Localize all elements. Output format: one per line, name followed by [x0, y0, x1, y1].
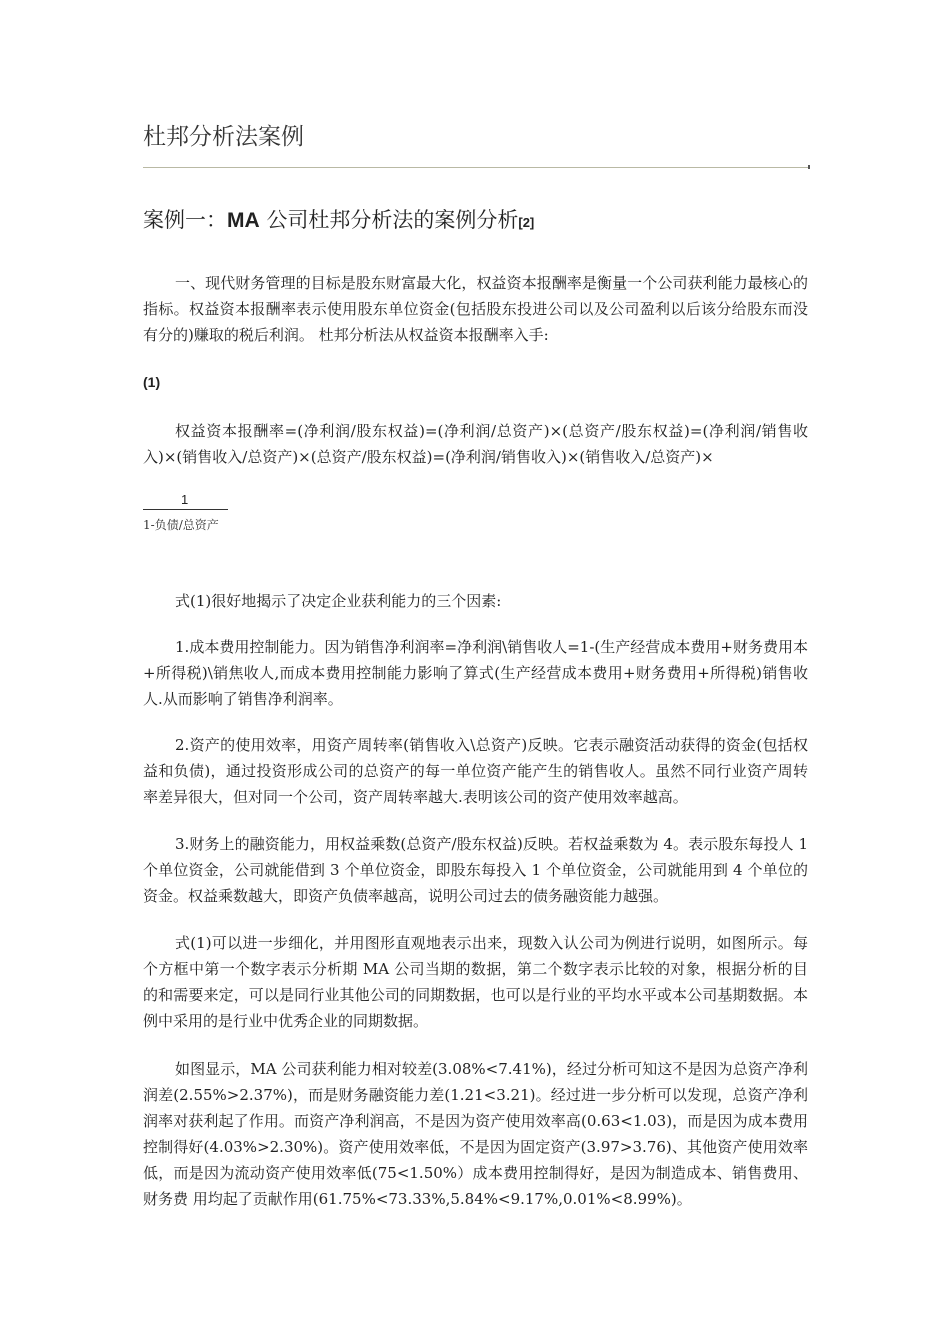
case-heading — [143, 204, 534, 234]
factor-3-paragraph: 3.财务上的融资能力，用权益乘数(总资产/股东权益)反映。若权益乘数为 4。表示股东每投人 1 个单位资金，公司就能借到 3 个单位资金，即股东每投入 1 个单位资金，公司就能用到 4 个单位的资金。权益乘数越大，即资产负债率越高，说明公司过去的债务融资能力越强。 — [143, 835, 808, 905]
refinement-paragraph: 式(1)可以进一步细化，并用图形直观地表示出来，现数入认公司为例进行说明，如图所示。每个方框中第一个数字表示分析期 MA 公司当期的数据，第二个数字表示比较的对象，根据分析的目的和需要来定，可以是同行业其他公司的同期数据，也可以是行业的平均水平或本公司基期数据。本例中采用的是行业中优秀企业的同期数据。 — [143, 934, 808, 1030]
factor-2-paragraph: 2.资产的使用效率，用资产周转率(销售收入\总资产)反映。它表示融资活动获得的资金(包括权益和负债)，通过投资形成公司的总资产的每一单位资产能产生的销售收人。虽然不同行业资产周转率差异很大，但对同一个公司，资产周转率越大.表明该公司的资产使用效率越高。 — [143, 736, 808, 806]
citation-ref[interactable]: [2] — [518, 215, 535, 230]
three-factors-paragraph: 式(1)很好地揭示了决定企业获利能力的三个因素: — [175, 592, 502, 610]
document-title: 杜邦分析法案例 — [143, 124, 304, 150]
fraction-denominator: 1-负债/总资产 — [143, 518, 219, 532]
result-paragraph: 如图显示，MA 公司获利能力相对较差(3.08%<7.41%)，经过分析可知这不是因为总资产净利润差(2.55%>2.37%)，而是财务融资能力差(1.21<3.21)。经过进一步分析可以发现，总资产净利润率对获利起了作用。而资产净利润高，不是因为资产使用效率高(0.63<1.03)，而是因为成本费用控制得好(4.03%>2.30%)。资产使用效率低，不是因为固定资产(3.97>3.76)、其他资产使用效率低，而是因为流动资产使用效率低(75<1.50%）成本费用控制得好，是因为制造成本、销售费用、财务费 用均起了贡献作用(61.75%<73.33%,5.84%<9.17%,0.01%<8.99%)。 — [143, 1060, 808, 1208]
divider-end-mark — [808, 165, 810, 169]
case-heading-rest: 公司杜邦分析法的案例分析 — [259, 208, 519, 232]
formula-paragraph: 权益资本报酬率=(净利润/股东权益)=(净利润/总资产)×(总资产/股东权益)=(净利润/销售收入)×(销售收入/总资产)×(总资产/股东权益)=(净利润/销售收入)×(销售收入/总资产)× — [143, 422, 808, 466]
case-heading-company: MA — [227, 209, 260, 232]
case-heading-prefix: 案例一： — [143, 208, 227, 232]
equation-label: (1) — [143, 374, 161, 390]
factor-1-paragraph: 1.成本费用控制能力。因为销售净利润率=净利润\销售收人=1-(生产经营成本费用+财务费用本+所得税)\销焦收人,而成本费用控制能力影响了算式(生产经营成本费用+财务费用+所得税)销售收人.从而影响了销售净利润率。 — [143, 638, 808, 708]
intro-paragraph: 一、现代财务管理的目标是股东财富最大化，权益资本报酬率是衡量一个公司获利能力最核心的指标。权益资本报酬率表示使用股东单位资金(包括股东投进公司以及公司盈利以后该分给股东而没有分的)赚取的税后利润。 杜邦分析法从权益资本报酬率入手: — [143, 274, 808, 344]
fraction-bar — [143, 509, 228, 510]
fraction-numerator: 1 — [181, 492, 189, 507]
title-divider — [143, 167, 809, 168]
